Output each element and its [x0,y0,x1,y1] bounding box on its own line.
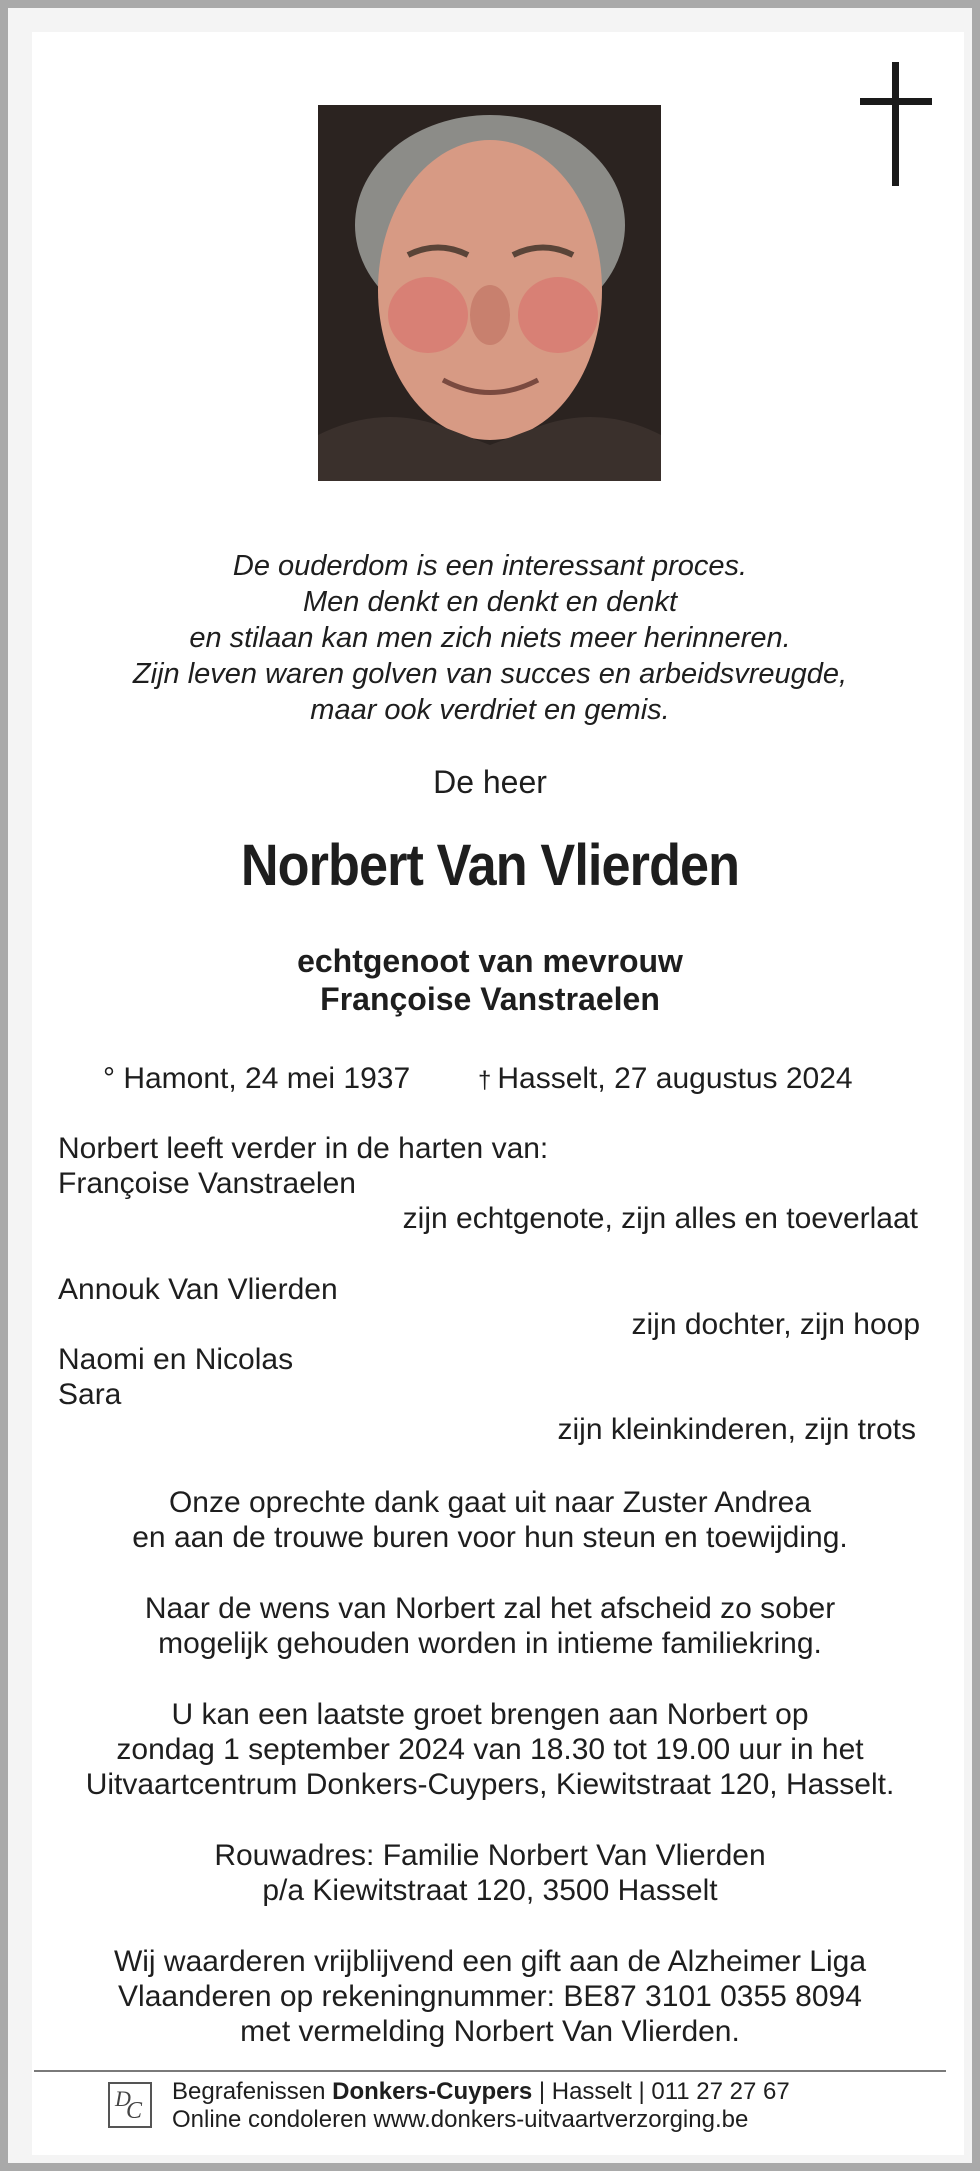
spouse-block [8,942,972,1018]
paragraph-line: Vlaanderen op rekeningnummer: BE87 3101 0355 8094 [118,1980,862,2013]
spouse-intro: echtgenoot van mevrouw [297,943,683,979]
paragraph-line: Wij waarderen vrijblijvend een gift aan de Alzheimer Liga [113,1945,867,1978]
family-spouse: Françoise Vanstraelen [58,1167,356,1200]
gift-paragraph [8,1944,972,2049]
dagger-icon: † [478,1067,492,1094]
honorific: De heer [433,764,547,800]
spouse-name: Françoise Vanstraelen [320,981,660,1017]
poem-line: De ouderdom is een interessant proces. [232,550,748,582]
address-paragraph [8,1838,972,1908]
paragraph-line: Rouwadres: Familie Norbert Van Vlierden [214,1839,766,1872]
poem-line: maar ook verdriet en gemis. [310,694,670,726]
family-daughter: Annouk Van Vlierden [58,1273,338,1306]
death-info [478,1062,853,1096]
footer-line-1: Begrafenissen Donkers-Cuypers | Hasselt | 011 27 27 67 [172,2078,790,2105]
paragraph-line: Naar de wens van Norbert zal het afscheid zo sober [144,1592,836,1625]
thanks-paragraph [8,1485,972,1555]
paragraph-line: zondag 1 september 2024 van 18.30 tot 19.00 uur in het [116,1733,864,1766]
cross-icon [860,62,932,186]
footer-divider [34,2070,946,2072]
family-grandchildren-role: zijn kleinkinderen, zijn trots [557,1413,916,1446]
funeral-home-logo: D C [108,2082,152,2128]
funeral-home-name: Donkers-Cuypers [332,2078,533,2105]
family-spouse-role: zijn echtgenote, zijn alles en toeverlaat [402,1202,918,1235]
paragraph-line: U kan een laatste groet brengen aan Norbert op [171,1698,809,1731]
deceased-name: Norbert Van Vlierden [240,833,740,898]
footer-line-2[interactable]: Online condoleren www.donkers-uitvaartverzorging.be [172,2106,749,2133]
wish-paragraph [8,1591,972,1661]
paragraph-line: p/a Kiewitstraat 120, 3500 Hasselt [262,1874,718,1907]
poem-line: en stilaan kan men zich niets meer herinneren. [189,622,791,654]
paragraph-line: Uitvaartcentrum Donkers-Cuypers, Kiewitstraat 120, Hasselt. [85,1768,895,1801]
family-grandchildren: Naomi en Nicolas [58,1343,294,1376]
visitation-paragraph [8,1697,972,1802]
birth-info: ° Hamont, 24 mei 1937 [103,1062,411,1095]
poem-line: Zijn leven waren golven van succes en arbeidsvreugde, [132,658,848,690]
death-text: Hasselt, 27 augustus 2024 [497,1062,853,1095]
paragraph-line: met vermelding Norbert Van Vlierden. [240,2015,740,2048]
poem [8,548,972,728]
poem-line: Men denkt en denkt en denkt [302,586,678,618]
family-daughter-role: zijn dochter, zijn hoop [631,1308,920,1341]
paragraph-line: mogelijk gehouden worden in intieme familiekring. [158,1627,822,1660]
portrait-photo [318,105,661,481]
family-grandchild: Sara [58,1378,122,1411]
paragraph-line: Onze oprechte dank gaat uit naar Zuster Andrea [168,1486,812,1519]
paragraph-line: en aan de trouwe buren voor hun steun en toewijding. [132,1521,848,1554]
family-intro: Norbert leeft verder in de harten van: [58,1132,549,1165]
